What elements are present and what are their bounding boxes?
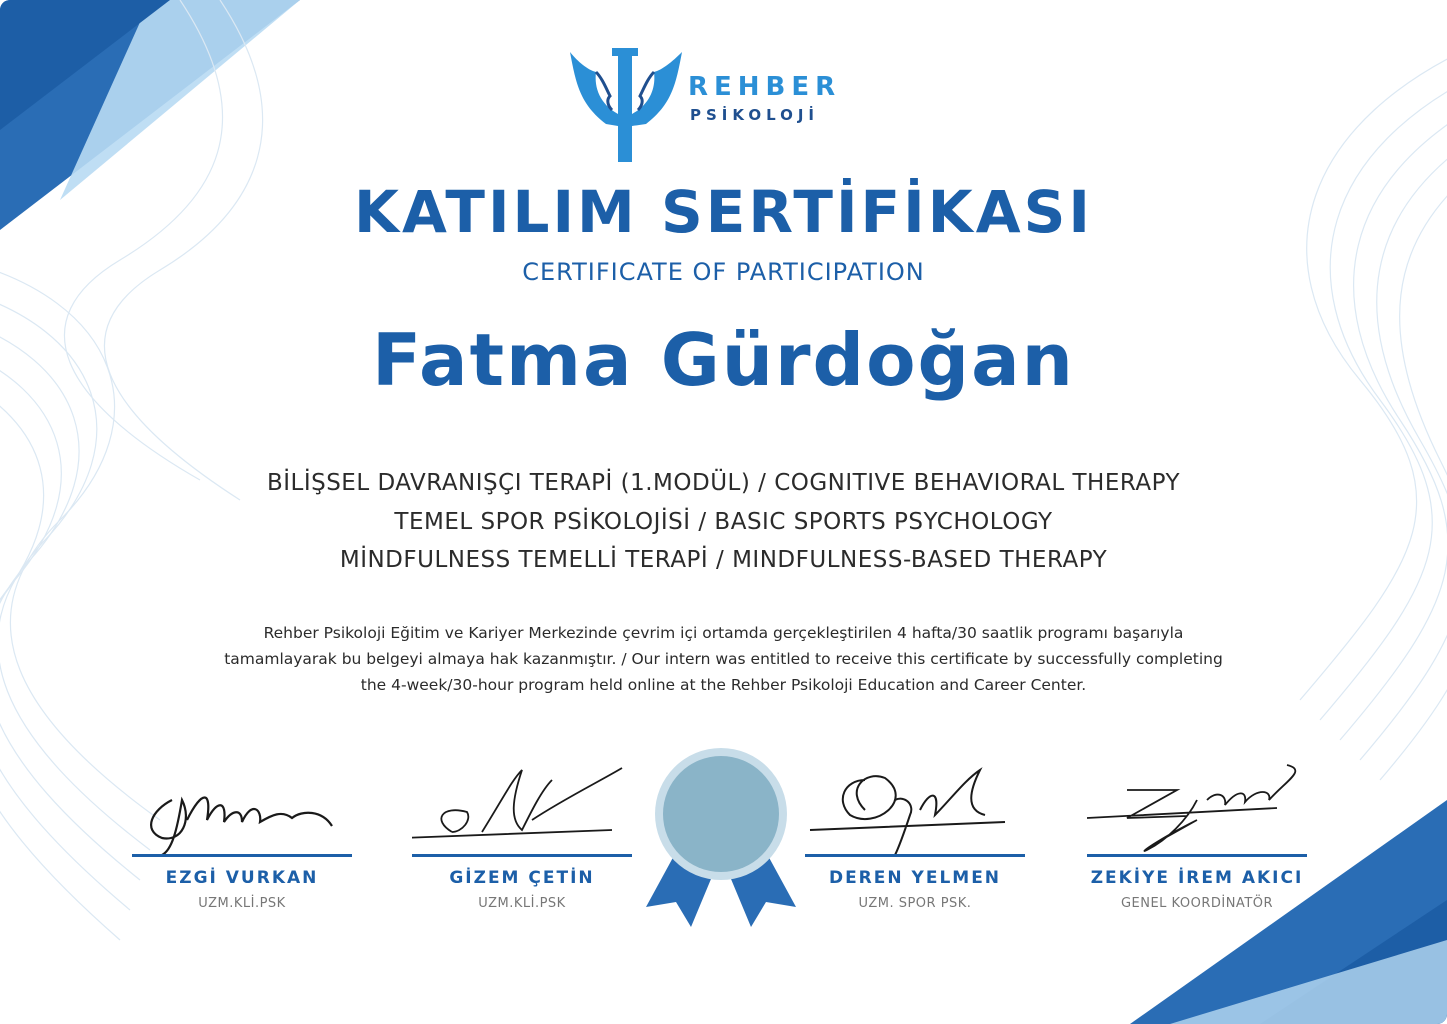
signatory-name: GİZEM ÇETİN: [449, 868, 595, 888]
course-item: TEMEL SPOR PSİKOLOJİSİ / BASIC SPORTS PSYCHOLOGY: [394, 508, 1053, 535]
description-line: the 4-week/30-hour program held online at the Rehber Psikoloji Education and Career Center.: [360, 676, 1087, 694]
recipient-name: Fatma Gürdoğan: [372, 318, 1075, 402]
psi-faces-logo-icon: [566, 44, 686, 169]
award-rosette-icon: [636, 742, 806, 932]
handwritten-signature-1: [132, 760, 352, 860]
signatory-name: DEREN YELMEN: [828, 868, 1002, 888]
logo: [566, 44, 846, 169]
signatory-role: GENEL KOORDİNATÖR: [1120, 896, 1274, 911]
handwritten-signature-2: [412, 760, 632, 860]
signatory-name: EZGİ VURKAN: [165, 868, 319, 888]
course-item: MİNDFULNESS TEMELLİ TERAPİ / MINDFULNESS-BASED THERAPY: [339, 547, 1108, 573]
signature-line: [412, 854, 632, 857]
logo-subname: PSİKOLOJİ: [690, 106, 820, 124]
signatory-role: UZM.KLİ.PSK: [198, 896, 286, 911]
signatory-name: ZEKİYE İREM AKICI: [1090, 868, 1304, 888]
certificate-subtitle: CERTIFICATE OF PARTICIPATION: [522, 258, 925, 286]
logo-name: REHBER: [688, 72, 842, 102]
signatory-role: UZM. SPOR PSK.: [858, 896, 972, 911]
signature-line: [132, 854, 352, 857]
signature-line: [1087, 854, 1307, 857]
course-list: [0, 464, 1447, 580]
description-line: tamamlayarak bu belgeyi almaya hak kazanmıştır. / Our intern was entitled to receive this certificate by successfully completing: [224, 650, 1223, 668]
handwritten-signature-4: [1087, 760, 1307, 860]
certificate-description: [110, 620, 1337, 698]
certificate-title: KATILIM SERTİFİKASI: [354, 178, 1093, 246]
description-line: Rehber Psikoloji Eğitim ve Kariyer Merkezinde çevrim içi ortamda gerçekleştirilen 4 hafta/30 saatlik programı başarıyla: [263, 624, 1184, 642]
handwritten-signature-3: [805, 760, 1025, 860]
signatory-role: UZM.KLİ.PSK: [478, 896, 566, 911]
signature-line: [805, 854, 1025, 857]
course-item: BİLİŞSEL DAVRANIŞÇI TERAPİ (1.MODÜL) / COGNITIVE BEHAVIORAL THERAPY: [266, 470, 1181, 496]
